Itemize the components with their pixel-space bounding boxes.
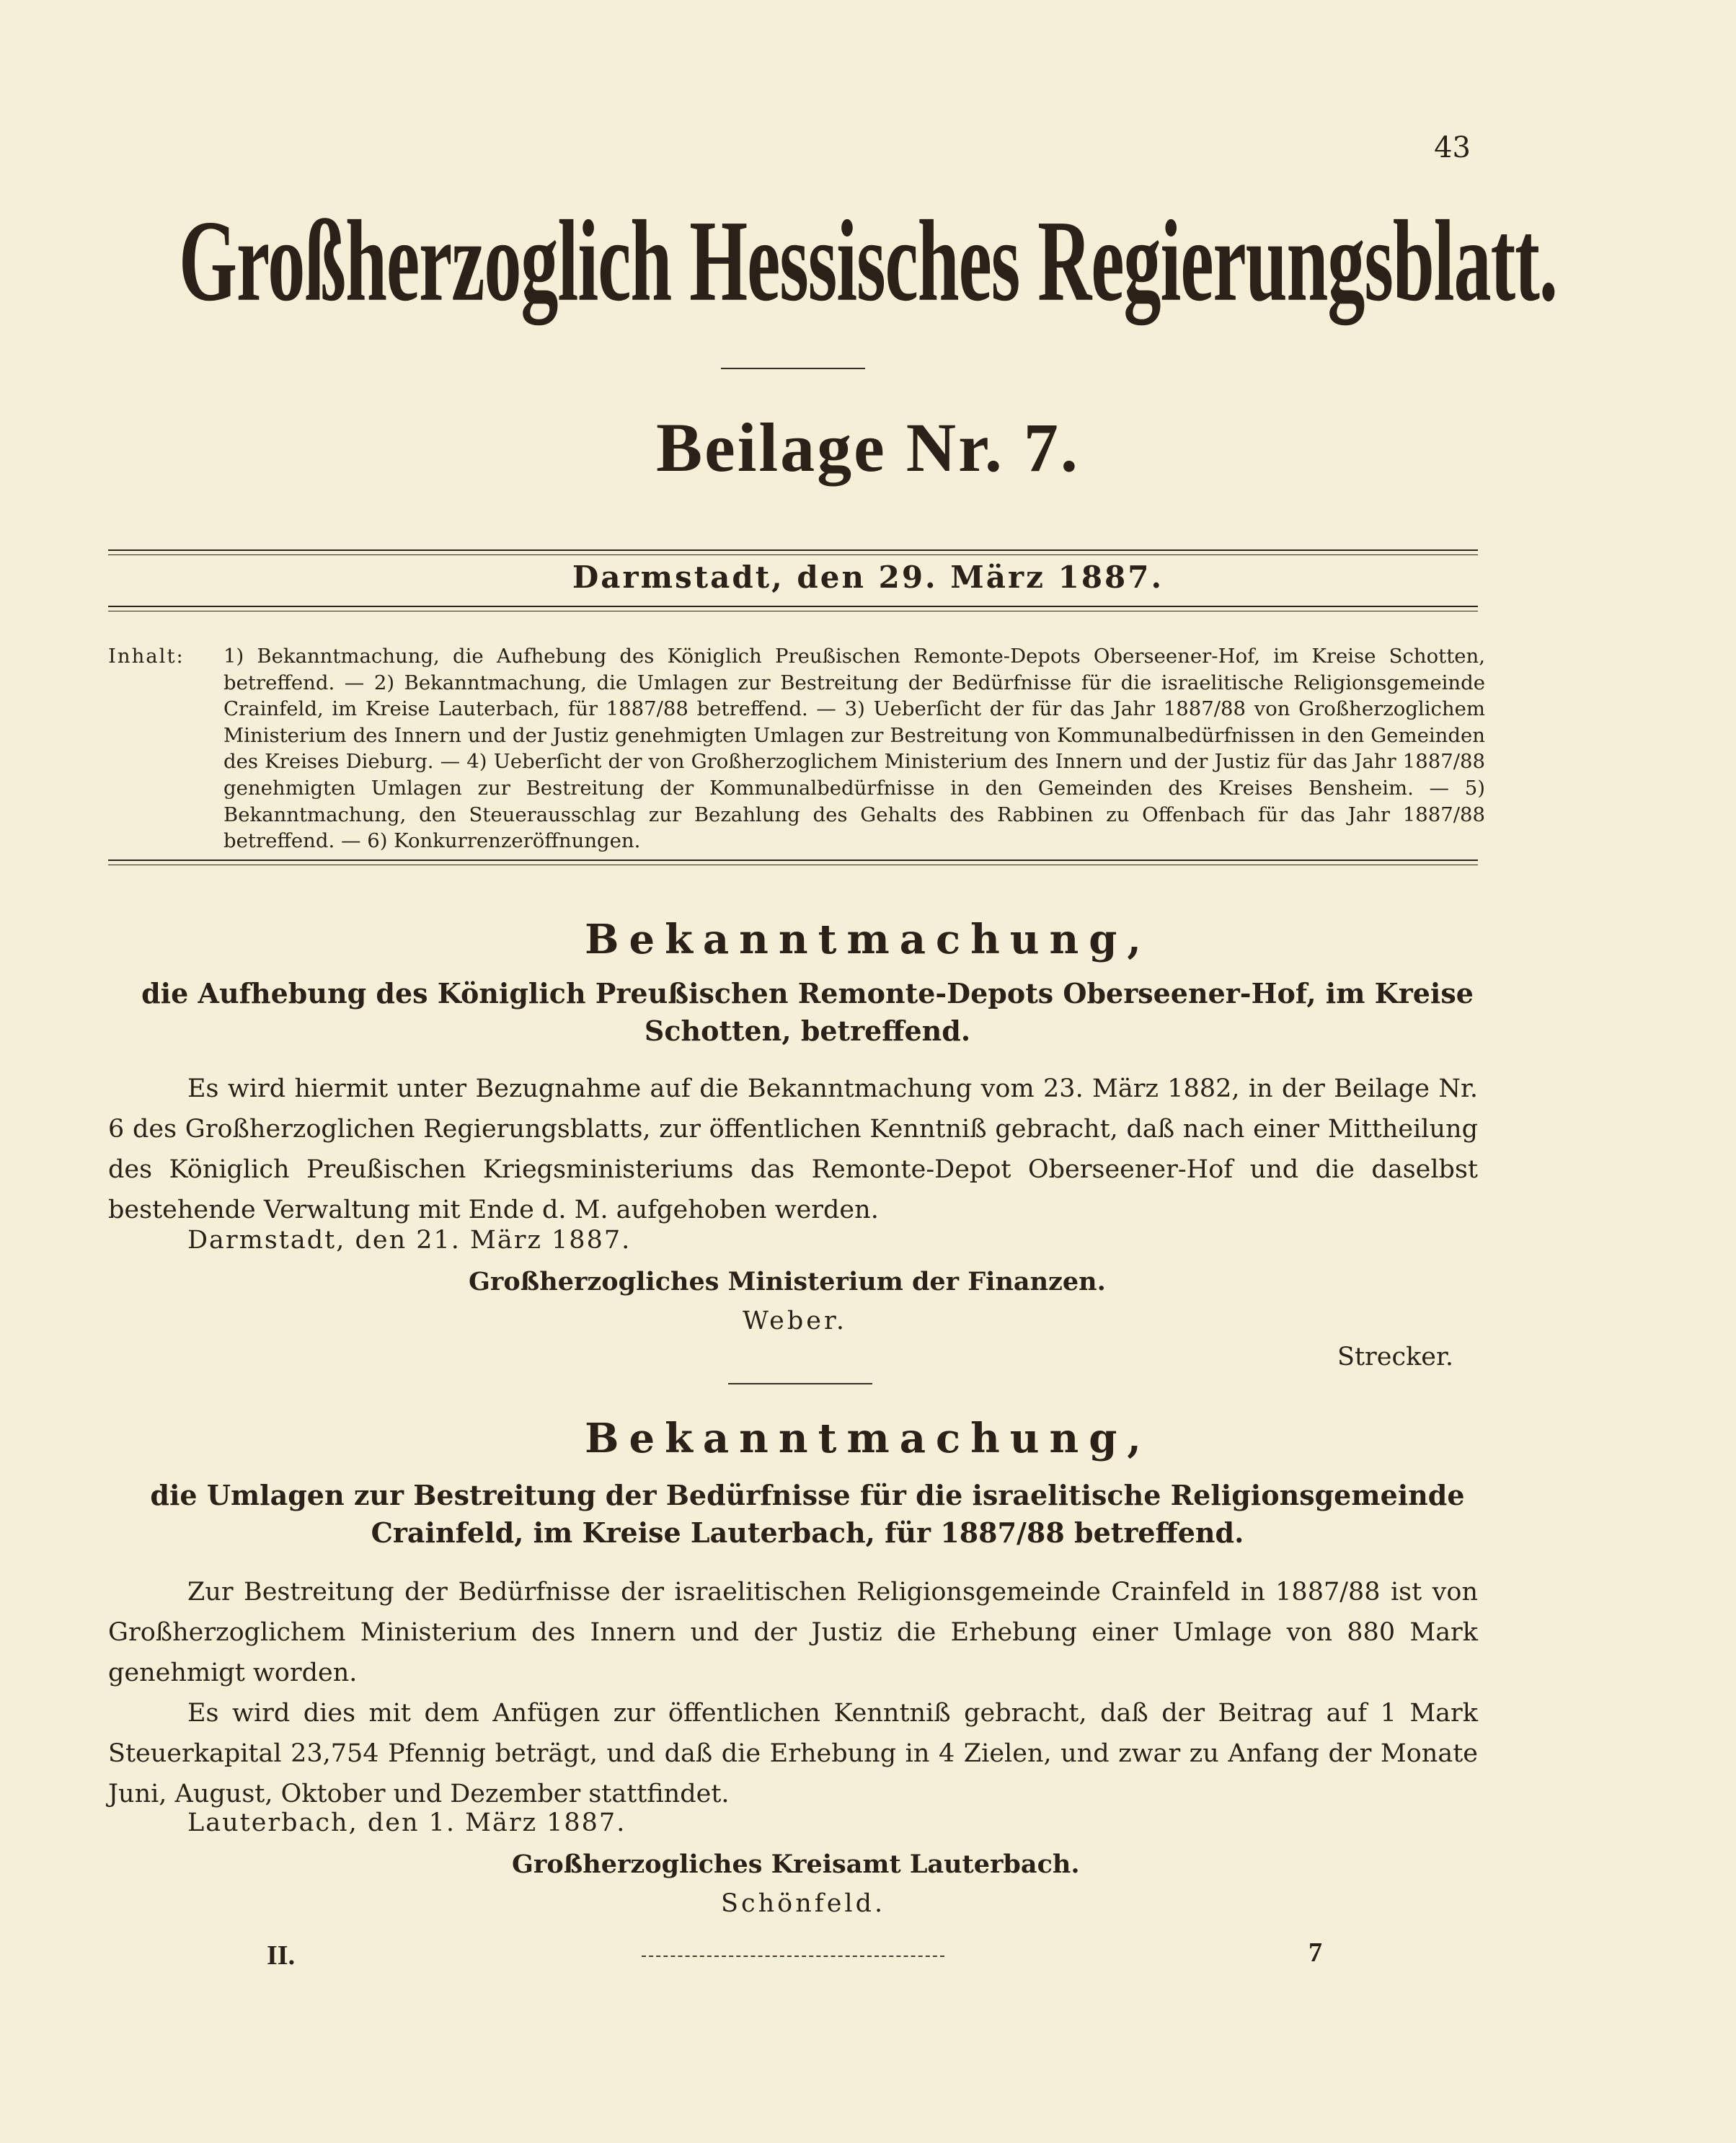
toc-double-rule bbox=[108, 860, 1478, 865]
notice2-signer: Schönfeld. bbox=[721, 1889, 886, 1918]
notice2-body2-text: Es wird dies mit dem Anfügen zur öffentlichen Kenntniß gebracht, daß der Beitrag auf 1 Mark Steuerkapital 23,754 Pfennig beträgt, und daß die Erhebung in 4 Zielen, und zwar zu Anfang der Monate Juni, August, Oktober und Dezember stattfindet. bbox=[108, 1699, 1478, 1808]
notice2-body1 bbox=[108, 1572, 1478, 1693]
footer-dashed-rule bbox=[642, 1956, 944, 1957]
notice2-body1-text: Zur Bestreitung der Bedürfnisse der israelitischen Religionsgemeinde Crainfeld in 1887/88 ist von Großherzoglichem Ministerium des Innern und der Justiz die Erhebung einer Umlage von 880 Mark genehmigt worden. bbox=[108, 1578, 1478, 1687]
notice2-heading: Bekanntmachung, bbox=[585, 1415, 1151, 1462]
notice1-countersigner: Strecker. bbox=[1337, 1343, 1454, 1371]
dateline-double-rule bbox=[108, 606, 1478, 611]
notice2-subject: die Umlagen zur Bestreitung der Bedürfnisse für die israelitische Religionsgemeinde Crainfeld, im Kreise Lauterbach, für 1887/88 betreffend. bbox=[150, 1479, 1465, 1549]
footer-signature-mark: 7 bbox=[1308, 1937, 1322, 1968]
notice1-body bbox=[108, 1069, 1478, 1230]
notice2-authority: Großherzogliches Kreisamt Lauterbach. bbox=[512, 1850, 1080, 1879]
notice1-subject: die Aufhebung des Königlich Preußischen Remonte-Depots Oberseener-Hof, im Kreise Schotten, betreffend. bbox=[141, 977, 1474, 1047]
toc-text: 1) Bekanntmachung, die Aufhebung des Königlich Preußischen Remonte-Depots Oberseener-Hof, im Kreise Schotten, betreffend. — 2) Bekanntmachung, die Umlagen zur Bestreitung der Bedürfnisse für die israelitische Religionsgemeinde Crainfeld, im Kreise Lauterbach, für 1887/88 betreffend. — 3) Ueberſicht der für das Jahr 1887/88 von Großherzoglichem Ministerium des Innern und der Justiz genehmigten Umlagen zur Bestreitung von Kommunalbedürfnissen in den Gemeinden des Kreises Dieburg. — 4) Ueberſicht der von Großherzoglichem Ministerium des Innern und der Justiz für das Jahr 1887/88 genehmigten Umlagen zur Bestreitung der Kommunalbedürfnisse in den Gemeinden des Kreises Bensheim. — 5) Bekanntmachung, den Steuerausschlag zur Bezahlung des Gehalts des Rabbinen zu Offenbach für das Jahr 1887/88 betreffend. — 6) Konkurrenzeröffnungen. bbox=[223, 645, 1485, 853]
notice1-authority: Großherzogliches Ministerium der Finanzen. bbox=[469, 1267, 1106, 1296]
notice1-place-date: Darmstadt, den 21. März 1887. bbox=[187, 1226, 632, 1255]
notice-divider bbox=[728, 1383, 872, 1384]
notice2-body2 bbox=[108, 1693, 1478, 1814]
footer-sheet-mark: II. bbox=[267, 1940, 296, 1971]
page-number: 43 bbox=[1434, 131, 1471, 164]
toc-label: Inhalt: bbox=[108, 645, 185, 668]
notice1-body-text: Es wird hiermit unter Bezugnahme auf die Bekanntmachung vom 23. März 1882, in der Beilage Nr. 6 des Großherzoglichen Regierungsblatts, zur öffentlichen Kenntniß gebracht, daß nach einer Mittheilung des Königlich Preußischen Kriegsministeriums das Remonte-Depot Oberseener-Hof und die daselbst bestehende Verwaltung mit Ende d. M. aufgehoben werden. bbox=[108, 1074, 1478, 1224]
title-divider bbox=[721, 368, 865, 369]
table-of-contents bbox=[108, 643, 1485, 854]
notice2-place-date: Lauterbach, den 1. März 1887. bbox=[187, 1808, 626, 1837]
notice1-heading: Bekanntmachung, bbox=[585, 916, 1151, 963]
top-double-rule bbox=[108, 549, 1478, 555]
supplement-title: Beilage Nr. 7. bbox=[656, 409, 1080, 486]
masthead-title: Großherzoglich Hessisches Regierungsblatt. bbox=[179, 197, 1557, 326]
dateline: Darmstadt, den 29. März 1887. bbox=[572, 560, 1164, 595]
notice1-signer: Weber. bbox=[743, 1307, 847, 1335]
